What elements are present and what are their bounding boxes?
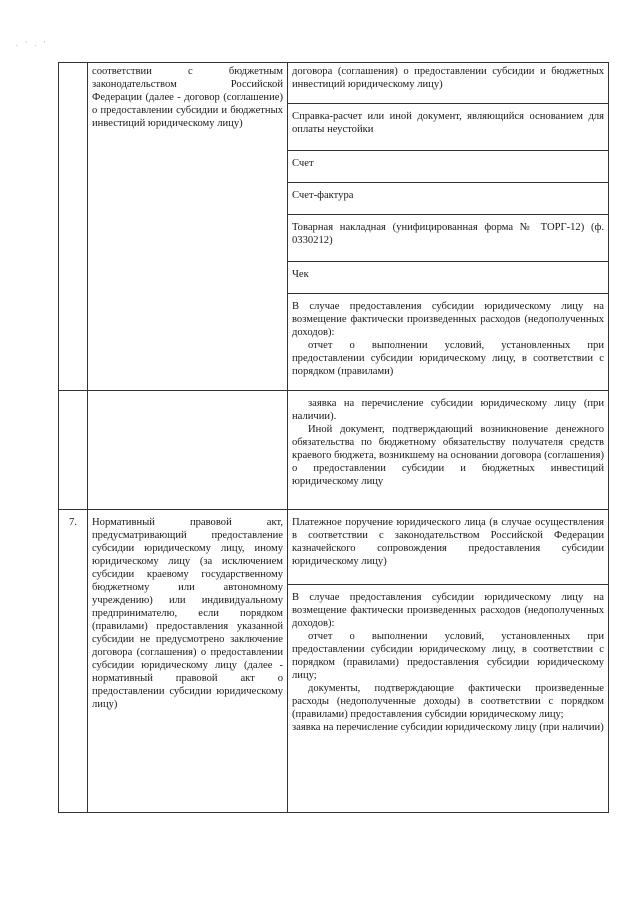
payment-order-cell: Платежное поручение юридического лица (в случае осуществления в соответствии с законодательством Российской Федерации казначейского сопровождения предоставления субсидии юридическому лицу) bbox=[288, 510, 609, 585]
table-row bbox=[59, 63, 609, 104]
compensation-report: отчет о выполнении условий, установленных при предоставлении субсидии юридическому лицу, в соответствии с порядком (правилами) bbox=[292, 340, 604, 377]
compensation-documents: документы, подтверждающие фактически произведенные расходы (недополученные доходы) в соответствии с порядком (правилами) предоставления субсидии юридическому лицу; bbox=[292, 683, 604, 720]
scan-specks: . ' . ' bbox=[16, 40, 49, 48]
description-cell: соответствии с бюджетным законодательством Российской Федерации (далее - договор (соглашение) о предоставлении субсидии и бюджетных инвестиций юридическому лицу) bbox=[88, 63, 288, 391]
compensation-application: заявка на перечисление субсидии юридическому лицу (при наличии) bbox=[292, 722, 604, 733]
document-table bbox=[58, 62, 609, 813]
compensation-cell bbox=[288, 294, 609, 391]
other-document-text: Иной документ, подтверждающий возникновение денежного обязательства по бюджетному обязательству получателя средств краевого бюджета, возникшему на основании договора (соглашения) о предоставлении субсидии и бюджетных инвестиций юридическому лицу bbox=[292, 424, 604, 487]
table-row bbox=[59, 391, 609, 510]
document-cell: Справка-расчет или иной документ, являющийся основанием для оплаты неустойки bbox=[288, 104, 609, 151]
document-cell: Счет-фактура bbox=[288, 183, 609, 215]
compensation-intro: В случае предоставления субсидии юридическому лицу на возмещение фактически произведенных расходов (недополученных доходов): bbox=[292, 301, 604, 338]
document-cell: Счет bbox=[288, 151, 609, 183]
row-number-cell bbox=[59, 63, 88, 391]
document-cell: Чек bbox=[288, 262, 609, 294]
documents-cell bbox=[288, 391, 609, 510]
application-text: заявка на перечисление субсидии юридическому лицу (при наличии). bbox=[292, 398, 604, 422]
document-cell: Товарная накладная (унифицированная форма № ТОРГ-12) (ф. 0330212) bbox=[288, 215, 609, 262]
description-cell: Нормативный правовой акт, предусматривающий предоставление субсидии юридическому лицу, иному юридическому лицу (за исключением субсидии краевому государственному бюджетному или автономному учреждению) или индивидуальному предпринимателю, если порядком (правилами) предоставления указанной субсидии не предусмотрено заключение договора (соглашения) о предоставлении субсидии юридическому лицу (далее - нормативный правовой акт о предоставлении субсидии юридическому лицу) bbox=[88, 510, 288, 813]
compensation-cell bbox=[288, 585, 609, 813]
compensation-report: отчет о выполнении условий, установленных при предоставлении субсидии юридическому лицу, в соответствии с порядком (правилами) предоставления субсидии юридическому лицу; bbox=[292, 631, 604, 681]
document-cell: договора (соглашения) о предоставлении субсидии и бюджетных инвестиций юридическому лицу) bbox=[288, 63, 609, 104]
table-row bbox=[59, 510, 609, 585]
row-number-cell bbox=[59, 391, 88, 510]
row-number-cell: 7. bbox=[59, 510, 88, 813]
description-cell bbox=[88, 391, 288, 510]
compensation-intro: В случае предоставления субсидии юридическому лицу на возмещение фактически произведенных расходов (недополученных доходов): bbox=[292, 592, 604, 629]
